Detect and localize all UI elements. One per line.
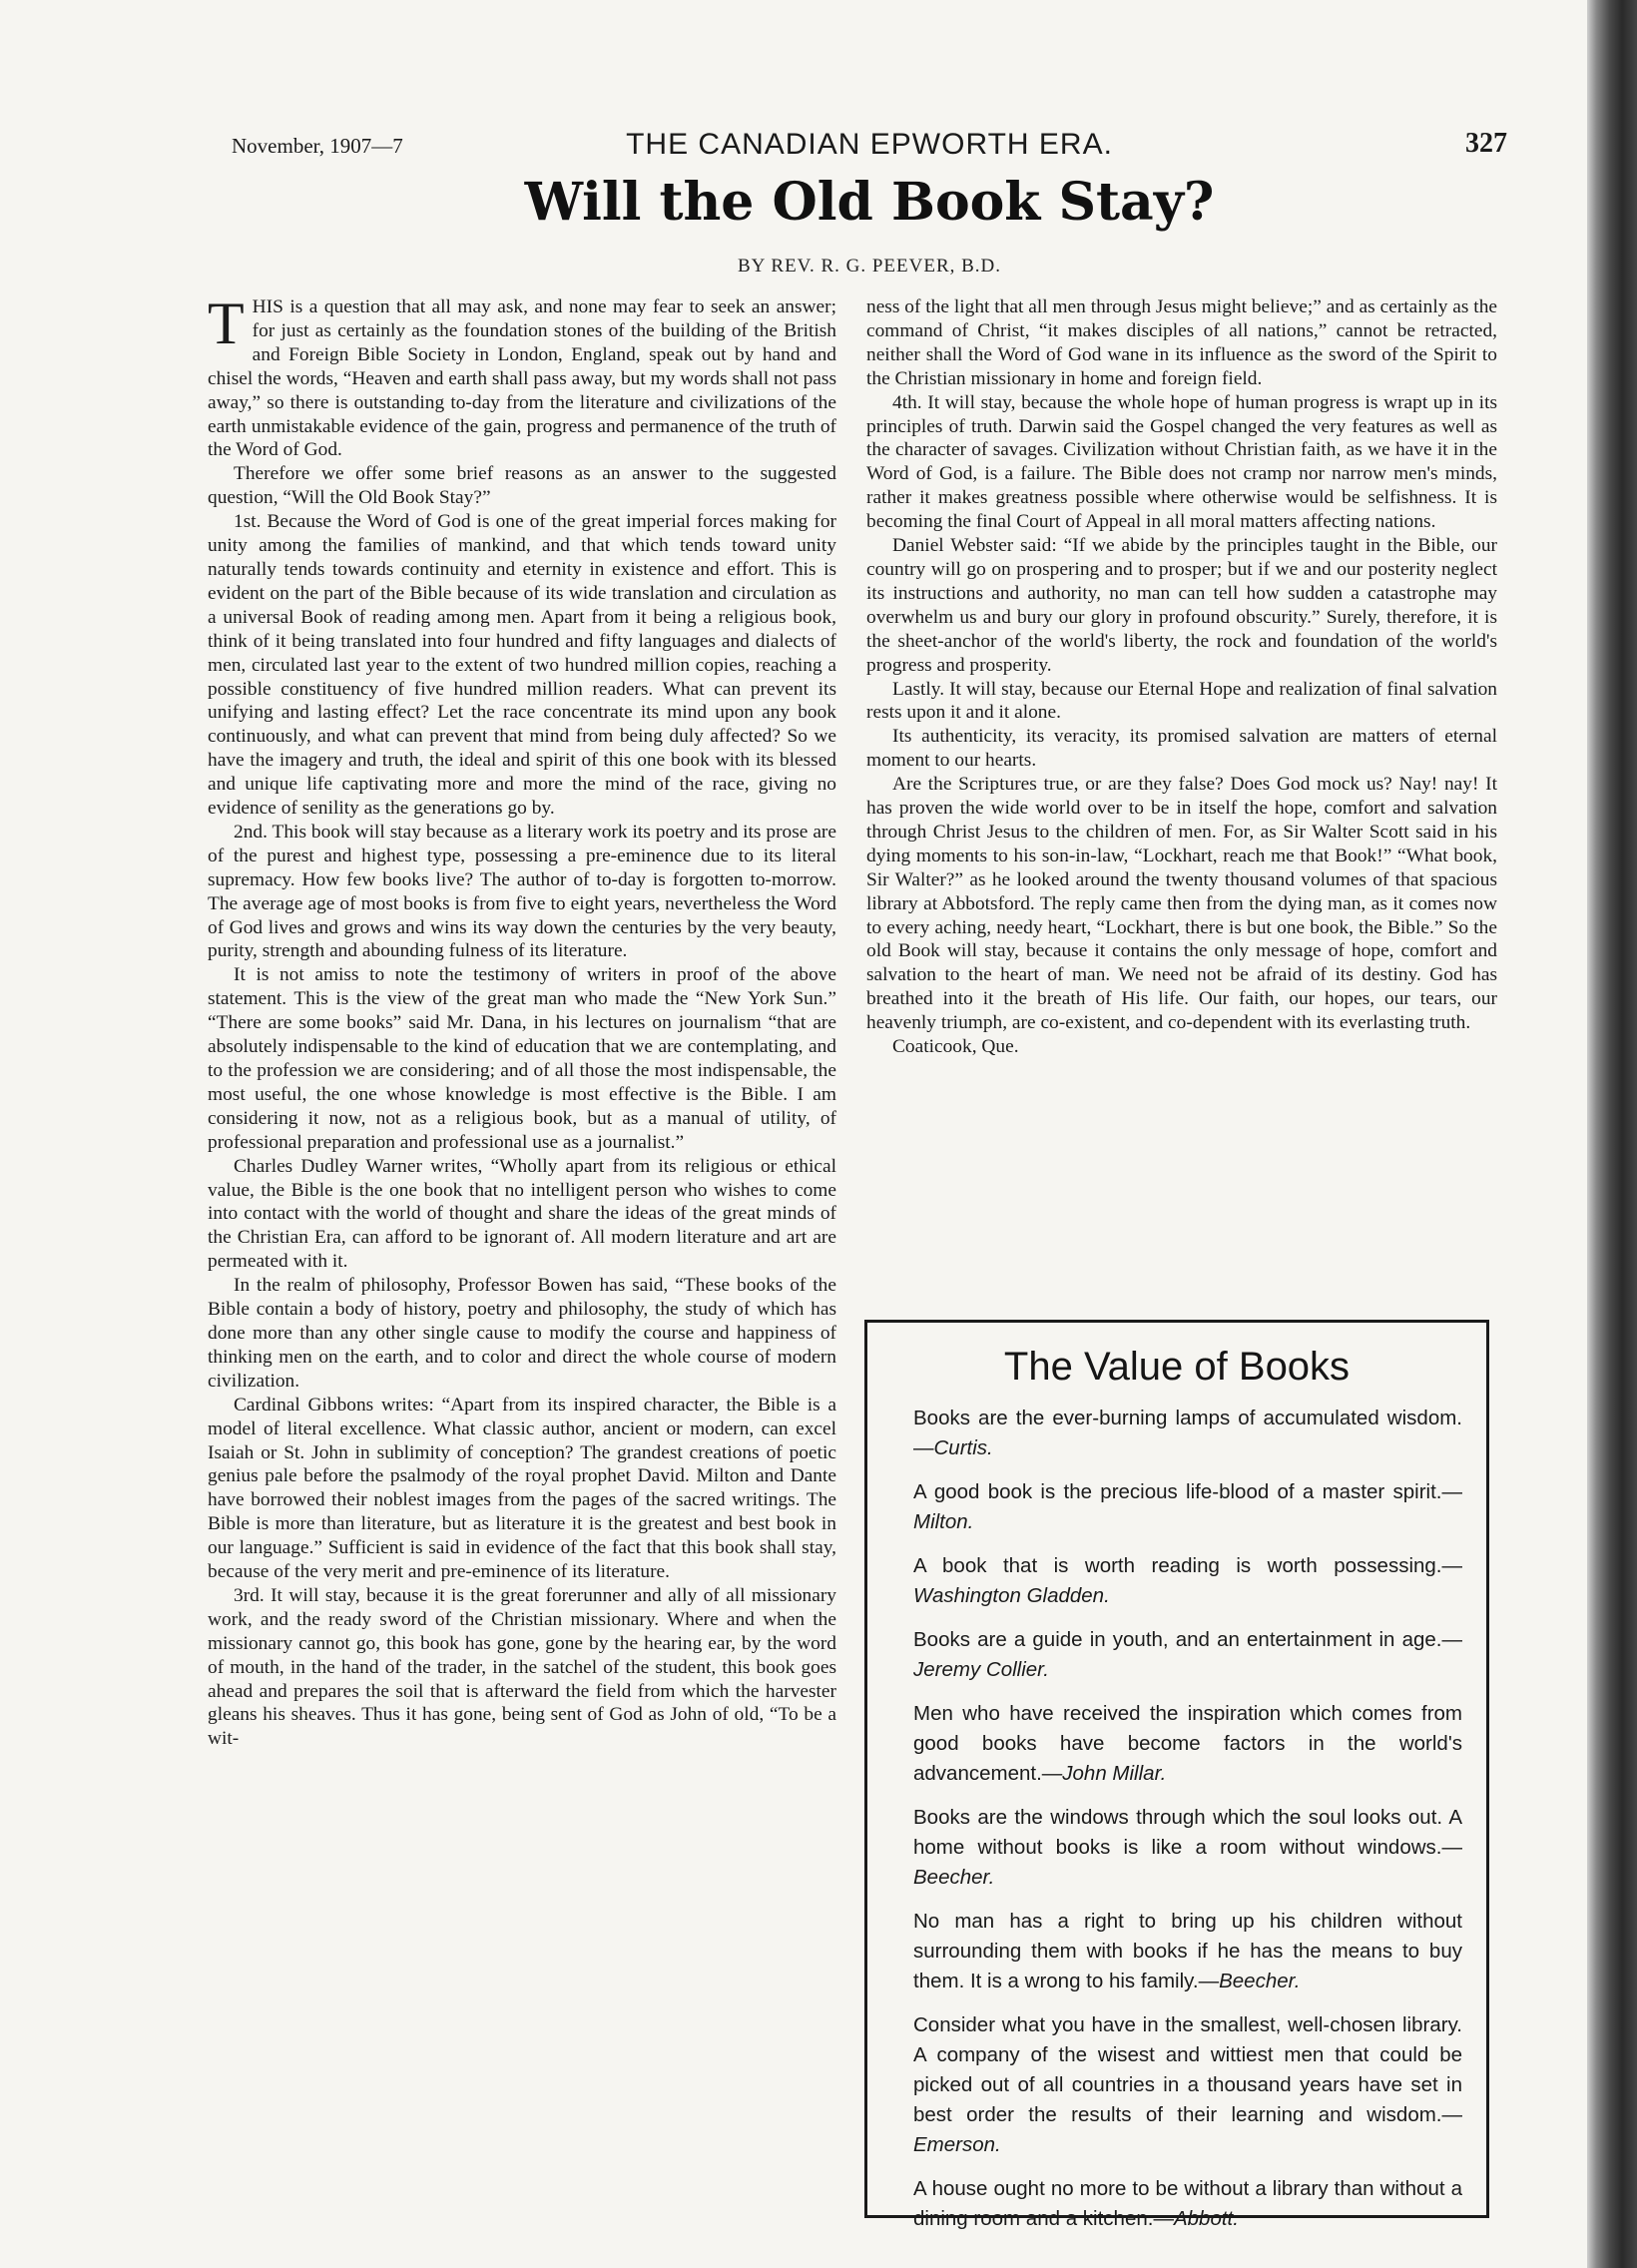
quote: No man has a right to bring up his children without surrounding them with books if he has the means to buy them. It is a wrong to his family.—Beecher. (913, 1910, 1462, 1992)
quote-list (867, 1404, 1486, 2234)
article-column-left (208, 290, 836, 1751)
paragraph: In the realm of philosophy, Professor Bowen has said, “These books of the Bible contain a body of history, poetry and philosophy, the study of which has done more than any other single cause to modify the course and happiness of thinking men on the earth, and to color and direct the whole course of modern civilization. (208, 1275, 836, 1392)
paragraph: Lastly. It will stay, because our Eternal Hope and realization of final salvation rests upon it and it alone. (866, 678, 1497, 724)
quote: Consider what you have in the smallest, well-chosen library. A company of the wisest and wittiest men that could be picked out of all countries in a thousand years have set in best order the results of their learning and wisdom.—Emerson. (913, 2013, 1462, 2156)
quote-author: John Millar. (1062, 1762, 1167, 1785)
book-binding-edge (1587, 0, 1637, 2268)
quote-author: Beecher. (913, 1866, 995, 1889)
quote: A good book is the precious life-blood of a master spirit.—Milton. (913, 1480, 1462, 1533)
quote-author: Emerson. (913, 2133, 1001, 2156)
drop-cap: T (208, 290, 245, 356)
quote-author: Washington Gladden. (913, 1584, 1110, 1607)
quote-author: Curtis. (933, 1436, 993, 1459)
paragraph: Therefore we offer some brief reasons as an answer to the suggested question, “Will the Old Book Stay?” (208, 463, 836, 509)
quote: Men who have received the inspiration which comes from good books have become factors in the world's advancement.—John Millar. (913, 1702, 1462, 1785)
article-column-right (866, 295, 1497, 1059)
quote-author: Abbott. (1173, 2207, 1239, 2230)
paragraph: Charles Dudley Warner writes, “Wholly apart from its religious or ethical value, the Bible is the one book that no intelligent person who wishes to come into contact with the world of thought and share the ideas of the great minds of the Christian Era, can afford to be ignorant of. All modern literature and art are permeated with it. (208, 1155, 836, 1273)
article-title: Will the Old Book Stay? (524, 172, 1215, 233)
magazine-title: THE CANADIAN EPWORTH ERA. (626, 128, 1113, 161)
paragraph: 3rd. It will stay, because it is the great forerunner and ally of all missionary work, and the ready sword of the Christian missionary. Where and when the missionary cannot go, this book has gone, gone by the hearing ear, by the word of mouth, in the hand of the trader, in the satchel of the student, this book goes ahead and prepares the soil that is afterward the field from which the harvester gleans his sheaves. Thus it has gone, being sent of God as John of old, “To be a wit- (208, 1584, 836, 1750)
paragraph: It is not amiss to note the testimony of writers in proof of the above statement. This is the view of the great man who made the “New York Sun.” “There are some books” said Mr. Dana, in his lectures on journalism “that are absolutely indispensable to the kind of education that we are contemplating, and to the profession we are considering; and of all those the most indispensable, the most useful, the one whose knowledge is most effective is the Bible. I am considering it now, not as a religious book, but as a manual of utility, of professional preparation and professional use as a journalist.” (208, 964, 836, 1153)
quote-author: Beecher. (1219, 1970, 1301, 1992)
quote: Books are a guide in youth, and an entertainment in age.—Jeremy Collier. (913, 1628, 1462, 1681)
quote: A book that is worth reading is worth possessing.—Washington Gladden. (913, 1554, 1462, 1607)
paragraph: 1st. Because the Word of God is one of the great imperial forces making for unity among the families of mankind, and that which tends toward unity naturally tends towards continuity and eternity in existence and effort. This is evident on the part of the Bible because of its wide translation and circulation as a universal Book of reading among men. Apart from it being a religious book, think of it being translated into four hundred and fifty languages and dialects of men, circulated last year to the extent of two hundred million copies, reaching a possible constituency of five hundred million readers. What can prevent its unifying and lasting effect? Let the race concentrate its mind upon any book continuously, and what can prevent that mind from being duly affected? So we have the imagery and truth, the ideal and spirit of this one book with its blessed and unique life captivating more and more the mind of the race, giving no evidence of senility as the generations go by. (208, 511, 836, 820)
box-title: The Value of Books (1003, 1345, 1351, 1389)
page-number: 327 (1465, 128, 1507, 159)
paragraph: Its authenticity, its veracity, its promised salvation are matters of eternal moment to our hearts. (866, 726, 1497, 772)
paragraph: 4th. It will stay, because the whole hope of human progress is wrapt up in its principles of truth. Darwin said the Gospel changed the very features as well as the character of savages. Civilization without Christian faith, as we have it in the Word of God, is a failure. The Bible does not cramp nor narrow men's minds, rather it makes greatness possible where otherwise would be selfishness. It is becoming the final Court of Appeal in all moral matters affecting nations. (866, 391, 1497, 533)
paragraph: Cardinal Gibbons writes: “Apart from its inspired character, the Bible is a model of literal excellence. What classic author, ancient or modern, can excel Isaiah or St. John in sublimity of conception? The grandest creations of poetic genius pale before the psalmody of the royal prophet David. Milton and Dante have borrowed their noblest images from the pages of the sacred writings. The Bible is more than literature, but as literature it is the greatest and best book in our language.” Sufficient is said in evidence of the fact that this book shall stay, because of the very merit and pre-eminence of its literature. (208, 1394, 836, 1583)
quote: Books are the ever-burning lamps of accumulated wisdom.—Curtis. (913, 1407, 1462, 1459)
issue-date: November, 1907—7 (232, 134, 403, 158)
value-of-books-box (864, 1320, 1489, 2230)
paragraph: ness of the light that all men through Jesus might believe;” and as certainly as the command of Christ, “it makes disciples of all nations,” cannot be retracted, neither shall the Word of God wane in its influence as the sword of the Spirit to the Christian missionary in home and foreign field. (866, 296, 1497, 389)
paragraph: Are the Scriptures true, or are they false? Does God mock us? Nay! nay! It has proven the wide world over to be in itself the hope, comfort and salvation through Christ Jesus to the children of men. For, as Sir Walter Scott said in his dying moments to his son-in-law, “Lockhart, reach me that Book!” “What book, Sir Walter?” as he looked around the twenty thousand volumes of that spacious library at Abbotsford. The reply came then from the dying man, as it comes now to every aching, needy heart, “Lockhart, there is but one book, the Bible.” So the old Book will stay, because it contains the only message of hope, comfort and salvation to the heart of man. We need not be afraid of its destiny. God has breathed into it the breath of His life. Our faith, our hopes, our tears, our heavenly triumph, are co-existent, and co-dependent with its everlasting truth. (866, 774, 1497, 1034)
running-header (232, 128, 1507, 178)
quote: Books are the windows through which the soul looks out. A home without books is like a room without windows.—Beecher. (913, 1806, 1462, 1889)
article-byline: BY REV. R. G. PEEVER, B.D. (737, 256, 1002, 277)
quote-author: Milton. (913, 1510, 974, 1533)
paragraph: THIS is a question that all may ask, and none may fear to seek an answer; for just as certainly as the foundation stones of the building of the British and Foreign Bible Society in London, England, speak out by hand and chisel the words, “Heaven and earth shall pass away, but my words shall not pass away,” so there is outstanding to-day from the literature and civilizations of the earth unmistakable evidence of the gain, progress and permanence of the truth of the Word of God. (208, 290, 836, 461)
paragraph: 2nd. This book will stay because as a literary work its poetry and its prose are of the purest and highest type, possessing a pre-eminence due to its literal supremacy. How few books live? The author of to-day is forgotten to-morrow. The average age of most books is from five to eight years, nevertheless the Word of God lives and grows and wins its way down the centuries by the very beauty, purity, strength and abounding fulness of its literature. (208, 821, 836, 962)
quote: A house ought no more to be without a library than without a dining room and a kitchen.—Abbott. (913, 2177, 1462, 2230)
paragraph: Daniel Webster said: “If we abide by the principles taught in the Bible, our country will go on prospering and to prosper; but if we and our posterity neglect its instructions and authority, no man can tell how sudden a catastrophe may overwhelm us and bury our glory in profound obscurity.” Surely, therefore, it is the sheet-anchor of the world's liberty, the rock and foundation of the world's progress and prosperity. (866, 535, 1497, 676)
quote-author: Jeremy Collier. (913, 1658, 1049, 1681)
signoff: Coaticook, Que. (892, 1036, 1019, 1058)
